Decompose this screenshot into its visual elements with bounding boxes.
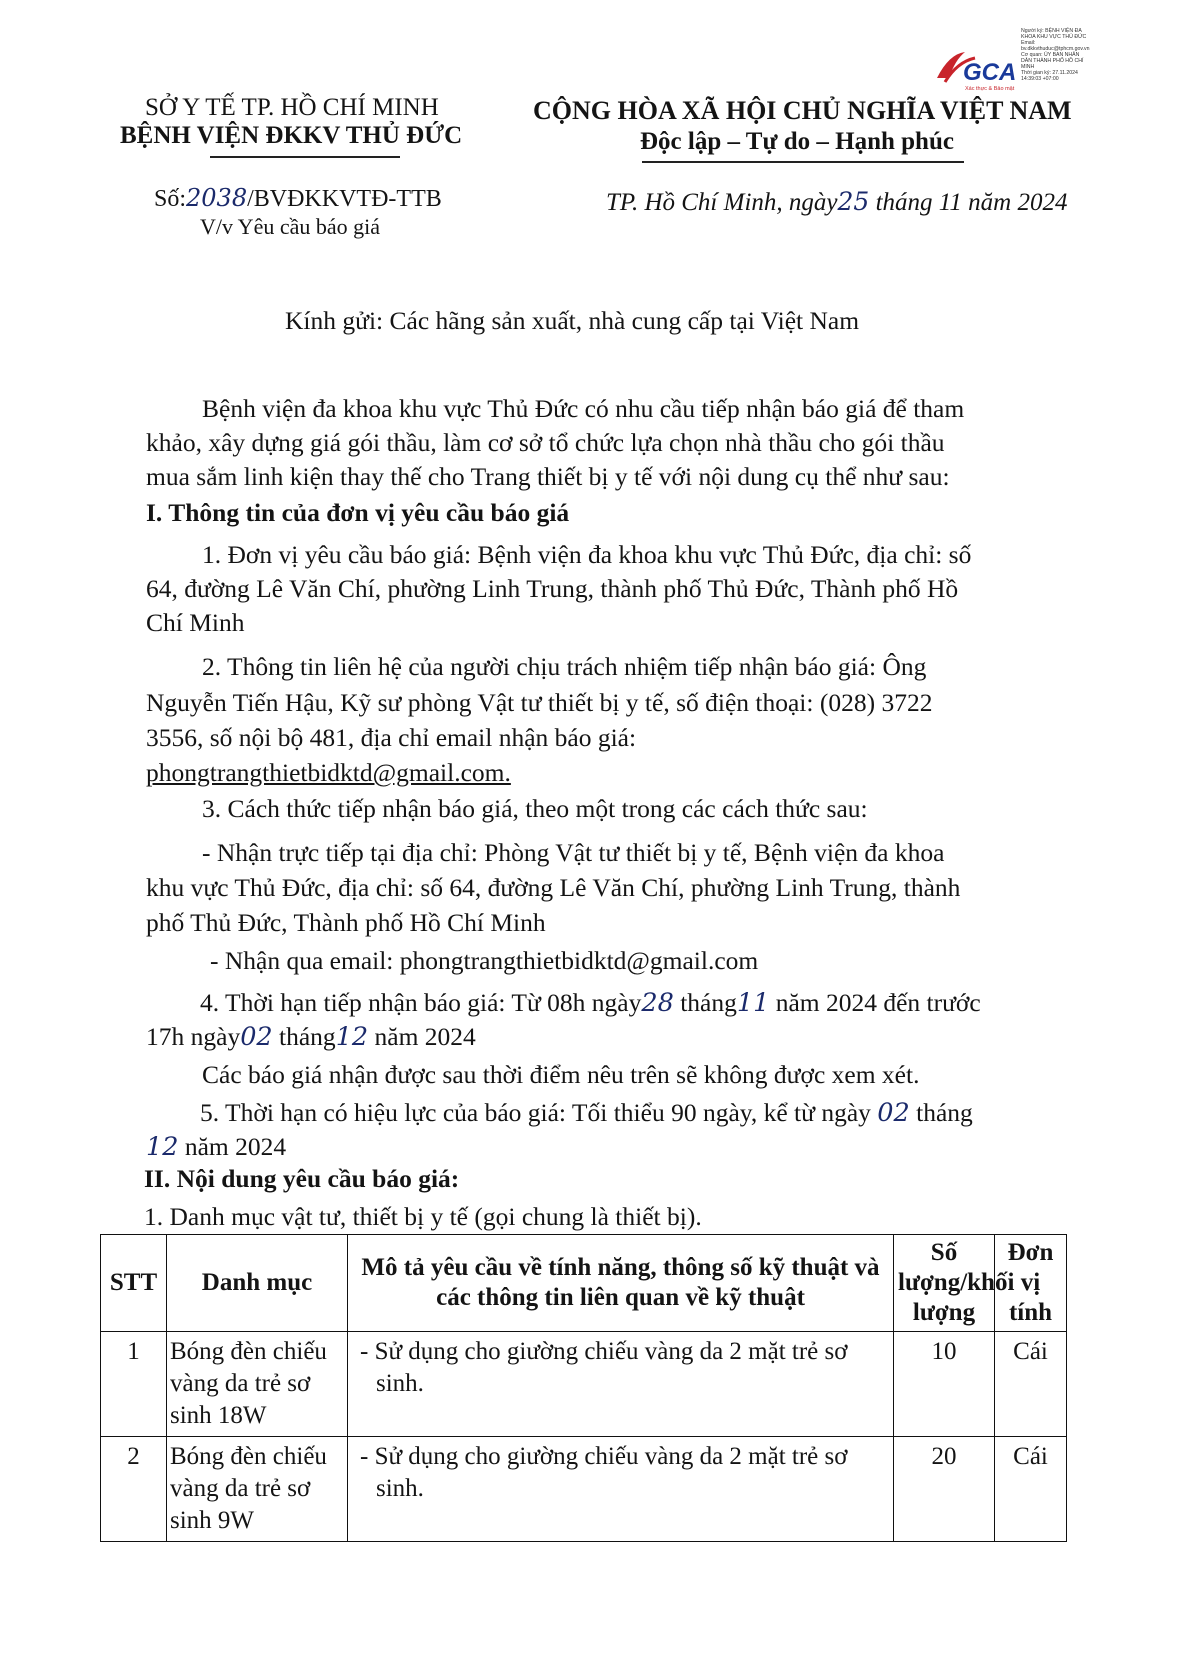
document-subject: V/v Yêu cầu báo giá: [200, 214, 381, 239]
cell-name: Bóng đèn chiếu vàng da trẻ sơ sinh 9W: [167, 1437, 348, 1542]
table-row: [101, 1332, 1067, 1437]
svg-text:GCA: GCA: [963, 59, 1017, 86]
cell-description: - Sử dụng cho giường chiếu vàng da 2 mặt trẻ sơ sinh.: [348, 1437, 894, 1542]
contact-email-link[interactable]: phongtrangthietbidktd@gmail.com.: [146, 758, 511, 787]
svg-text:Xác thực & Bảo mật: Xác thực & Bảo mật: [965, 86, 1015, 92]
intro-line: Bệnh viện đa khoa khu vực Thủ Đức có nhu cầu tiếp nhận báo giá để tham: [202, 394, 965, 423]
department-name: SỞ Y TẾ TP. HỒ CHÍ MINH: [145, 94, 439, 121]
national-motto: Độc lập – Tự do – Hạnh phúc: [640, 128, 954, 155]
motto-underline: [642, 161, 964, 163]
signature-line: KHOA KHU VỰC THỦ ĐỨC: [1021, 34, 1087, 40]
intro-line: khảo, xây dựng giá gói thầu, làm cơ sở tổ chức lựa chọn nhà thầu cho gói thầu: [146, 428, 945, 457]
document-number: Số:2038/BVĐKKVTĐ-TTB: [154, 184, 442, 212]
body-line: 1. Đơn vị yêu cầu báo giá: Bệnh viện đa khoa khu vực Thủ Đức, địa chỉ: số: [202, 540, 972, 569]
handwritten-value: 11: [736, 988, 770, 1018]
handwritten-value: 12: [146, 1132, 179, 1162]
column-header: Số lượng/khối lượng: [894, 1235, 995, 1332]
cell-stt: 2: [101, 1437, 167, 1542]
body-line: 2. Thông tin liên hệ của người chịu trách nhiệm tiếp nhận báo giá: Ông: [202, 652, 927, 681]
column-header: Đơn vị tính: [995, 1235, 1067, 1332]
hospital-name: BỆNH VIỆN ĐKKV THỦ ĐỨC: [120, 122, 463, 149]
cell-quantity: 10: [894, 1332, 995, 1437]
column-header: STT: [101, 1235, 167, 1332]
table-header-row: [101, 1235, 1067, 1332]
body-line: phố Thủ Đức, Thành phố Hồ Chí Minh: [146, 908, 546, 937]
handwritten-value: 12: [335, 1022, 369, 1052]
body-line: Nguyễn Tiến Hậu, Kỹ sư phòng Vật tư thiết bị y tế, số điện thoại: (028) 3722: [146, 688, 933, 717]
cell-name: Bóng đèn chiếu vàng da trẻ sơ sinh 18W: [167, 1332, 348, 1437]
body-line: Các báo giá nhận được sau thời điểm nêu trên sẽ không được xem xét.: [202, 1060, 920, 1089]
signature-line: Thời gian ký: 27.11.2024: [1021, 70, 1078, 76]
column-header: Mô tả yêu cầu về tính năng, thông số kỹ thuật và các thông tin liên quan về kỹ thuật: [348, 1235, 894, 1332]
validity-line: 5. Thời hạn có hiệu lực của báo giá: Tối thiểu 90 ngày, kể từ ngày 02 tháng: [200, 1098, 973, 1128]
signature-line: Email:: [1021, 40, 1036, 46]
body-line: 1. Danh mục vật tư, thiết bị y tế (gọi chung là thiết bị).: [144, 1202, 702, 1231]
cell-quantity: 20: [894, 1437, 995, 1542]
section-heading: II. Nội dung yêu cầu báo giá:: [144, 1164, 460, 1193]
column-header: Danh mục: [167, 1235, 348, 1332]
handwritten-number: 2038: [186, 184, 248, 212]
body-line: 3556, số nội bộ 481, địa chỉ email nhận báo giá:: [146, 723, 637, 752]
table-row: [101, 1437, 1067, 1542]
handwritten-value: 28: [641, 988, 674, 1018]
cell-description: - Sử dụng cho giường chiếu vàng da 2 mặt trẻ sơ sinh.: [348, 1332, 894, 1437]
section-heading: I. Thông tin của đơn vị yêu cầu báo giá: [146, 498, 570, 527]
body-line: - Nhận qua email: phongtrangthietbidktd@gmail.com: [210, 946, 759, 975]
handwritten-day: 25: [837, 187, 870, 216]
signature-line: bv.dkkvthuduc@tphcm.gov.vn: [1021, 46, 1090, 52]
cell-unit: Cái: [995, 1437, 1067, 1542]
national-title: CỘNG HÒA XÃ HỘI CHỦ NGHĨA VIỆT NAM: [533, 96, 1072, 125]
digital-signature: [935, 28, 1090, 98]
body-line: 3. Cách thức tiếp nhận báo giá, theo một trong các cách thức sau:: [202, 794, 868, 823]
signature-line: Người ký: BỆNH VIỆN ĐA: [1021, 28, 1082, 34]
document-date: TP. Hồ Chí Minh, ngày25 tháng 11 năm 2024: [606, 187, 1068, 216]
signature-line: MINH: [1021, 64, 1035, 70]
signature-line: Cơ quan: ỦY BAN NHÂN: [1021, 52, 1080, 58]
signature-line: 14:39:03 +07:00: [1021, 76, 1059, 82]
validity-line: 12 năm 2024: [146, 1132, 287, 1162]
hospital-name-underline: [210, 156, 400, 158]
cell-stt: 1: [101, 1332, 167, 1437]
deadline-line: 4. Thời hạn tiếp nhận báo giá: Từ 08h ngày28 tháng11 năm 2024 đến trước: [200, 988, 981, 1018]
salutation: Kính gửi: Các hãng sản xuất, nhà cung cấp tại Việt Nam: [285, 306, 860, 335]
vgca-logo-icon: [935, 48, 1025, 94]
body-line: khu vực Thủ Đức, địa chỉ: số 64, đường Lê Văn Chí, phường Linh Trung, thành: [146, 873, 961, 902]
signature-line: DÂN THÀNH PHỐ HỒ CHÍ: [1021, 58, 1084, 64]
body-line: 64, đường Lê Văn Chí, phường Linh Trung, thành phố Thủ Đức, Thành phố Hồ: [146, 574, 959, 603]
cell-unit: Cái: [995, 1332, 1067, 1437]
handwritten-value: 02: [877, 1098, 910, 1128]
body-line: Chí Minh: [146, 608, 245, 637]
intro-line: mua sắm linh kiện thay thế cho Trang thiết bị y tế với nội dung cụ thể như sau:: [146, 462, 950, 491]
handwritten-value: 02: [240, 1022, 273, 1052]
body-line: - Nhận trực tiếp tại địa chỉ: Phòng Vật tư thiết bị y tế, Bệnh viện đa khoa: [202, 838, 945, 867]
items-table: [100, 1234, 1067, 1542]
deadline-line: 17h ngày02 tháng12 năm 2024: [146, 1022, 476, 1052]
